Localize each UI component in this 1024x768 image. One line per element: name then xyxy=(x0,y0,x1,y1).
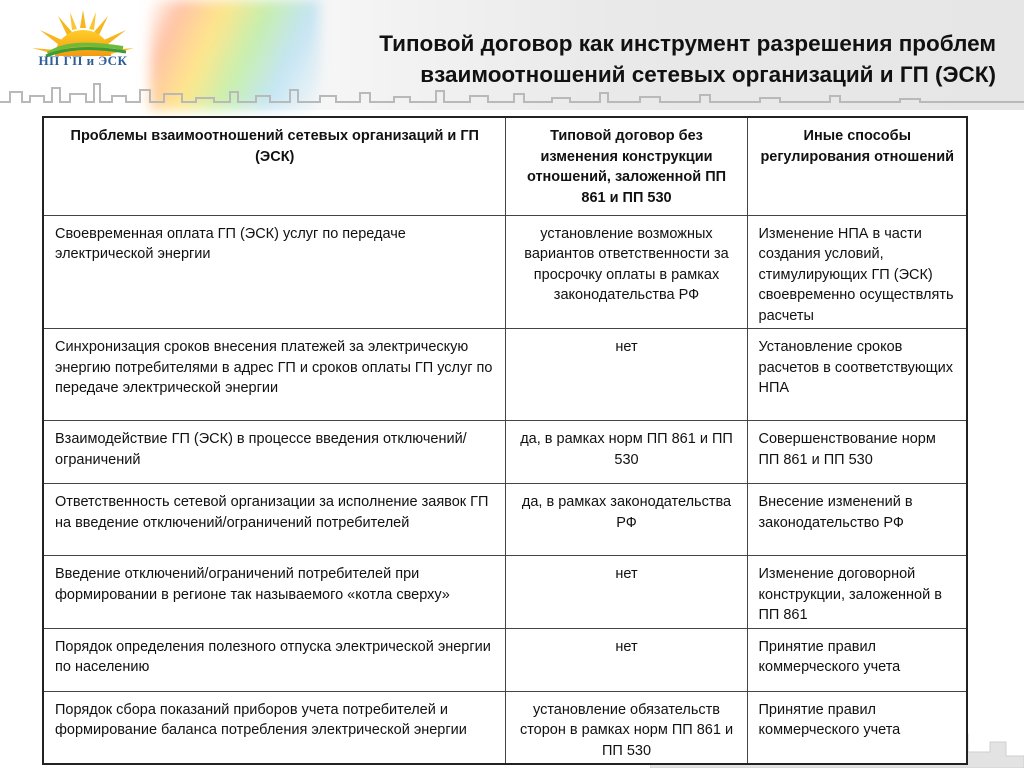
other-cell: Изменение договорной конструкции, заложенной в ПП 861 xyxy=(747,556,967,629)
header-typical-contract: Типовой договор без изменения конструкции отношений, заложенной ПП 861 и ПП 530 xyxy=(505,117,747,215)
contract-cell: установление обязательств сторон в рамках норм ПП 861 и ПП 530 xyxy=(505,691,747,764)
header-problems: Проблемы взаимоотношений сетевых организаций и ГП (ЭСК) xyxy=(43,117,505,215)
problem-cell: Синхронизация сроков внесения платежей за электрическую энергию потребителями в адрес ГП и сроков оплаты ГП услуг по передаче электрической энергии xyxy=(43,329,505,421)
contract-cell: нет xyxy=(505,329,747,421)
contract-cell: да, в рамках норм ПП 861 и ПП 530 xyxy=(505,421,747,484)
other-cell: Изменение НПА в части создания условий, стимулирующих ГП (ЭСК) своевременно осуществлять расчеты xyxy=(747,215,967,329)
problem-cell: Порядок определения полезного отпуска электрической энергии по населению xyxy=(43,628,505,691)
table-row xyxy=(43,329,967,421)
contract-cell: нет xyxy=(505,628,747,691)
other-cell: Принятие правил коммерческого учета xyxy=(747,691,967,764)
comparison-table xyxy=(42,116,968,765)
page-title xyxy=(250,28,996,90)
problem-cell: Своевременная оплата ГП (ЭСК) услуг по передаче электрической энергии xyxy=(43,215,505,329)
table-row xyxy=(43,215,967,329)
table-row xyxy=(43,691,967,764)
table-header-row xyxy=(43,117,967,215)
table-row xyxy=(43,628,967,691)
contract-cell: да, в рамках законодательства РФ xyxy=(505,484,747,556)
title-line-2: взаимоотношений сетевых организаций и ГП (ЭСК) xyxy=(420,62,996,87)
contract-cell: нет xyxy=(505,556,747,629)
table-row xyxy=(43,484,967,556)
other-cell: Принятие правил коммерческого учета xyxy=(747,628,967,691)
problem-cell: Ответственность сетевой организации за исполнение заявок ГП на введение отключений/ограничений потребителей xyxy=(43,484,505,556)
contract-cell: установление возможных вариантов ответственности за просрочку оплаты в рамках законодательства РФ xyxy=(505,215,747,329)
title-line-1: Типовой договор как инструмент разрешения проблем xyxy=(379,31,996,56)
sun-icon xyxy=(28,8,138,58)
header-other-methods: Иные способы регулирования отношений xyxy=(747,117,967,215)
other-cell: Внесение изменений в законодательство РФ xyxy=(747,484,967,556)
other-cell: Установление сроков расчетов в соответствующих НПА xyxy=(747,329,967,421)
problem-cell: Введение отключений/ограничений потребителей при формировании в регионе так называемого «котла сверху» xyxy=(43,556,505,629)
logo-text: НП ГП и ЭСК xyxy=(38,53,128,68)
problem-cell: Порядок сбора показаний приборов учета потребителей и формирование баланса потребления электрической энергии xyxy=(43,691,505,764)
problem-cell: Взаимодействие ГП (ЭСК) в процессе введения отключений/ограничений xyxy=(43,421,505,484)
other-cell: Совершенствование норм ПП 861 и ПП 530 xyxy=(747,421,967,484)
logo xyxy=(28,8,138,72)
table-row xyxy=(43,556,967,629)
table-row xyxy=(43,421,967,484)
